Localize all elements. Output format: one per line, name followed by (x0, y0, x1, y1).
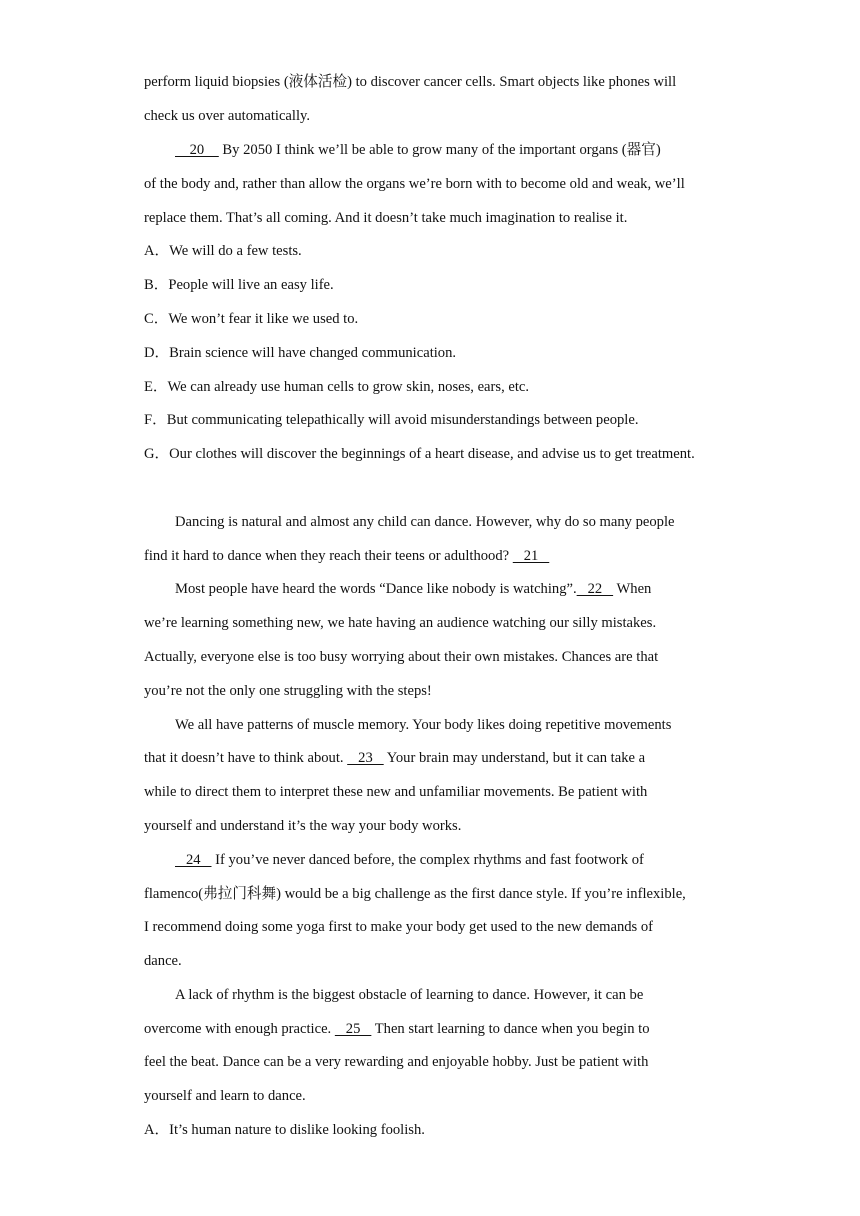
blank-24: 24 (175, 852, 212, 868)
passage1-line-1: perform liquid biopsies (液体活检) to discover cancer cells. Smart objects like phones will (144, 74, 677, 90)
dance-para2-line-3: Actually, everyone else is too busy worrying about their own mistakes. Chances are that (144, 649, 659, 665)
dance-para4-line-3: I recommend doing some yoga first to make your body get used to the new demands of (144, 919, 654, 935)
option-e: E．We can already use human cells to grow skin, noses, ears, etc. (144, 379, 530, 395)
dance-para1-line-2: find it hard to dance when they reach their teens or adulthood? 21 (144, 548, 550, 564)
option-d: D．Brain science will have changed communication. (144, 345, 457, 361)
blank-25: 25 (334, 1021, 372, 1037)
dance-para1-line-1: Dancing is natural and almost any child can dance. However, why do so many people (175, 514, 675, 530)
dance-para5-line-1: A lack of rhythm is the biggest obstacle of learning to dance. However, it can be (175, 987, 644, 1003)
dance-para4-line-2: flamenco(弗拉门科舞) would be a big challenge as the first dance style. If you’re inflexible, (144, 886, 686, 902)
option-f: F．But communicating telepathically will avoid misunderstandings between people. (144, 412, 639, 428)
passage1-line-2: check us over automatically. (144, 108, 311, 124)
option-b: B．People will live an easy life. (144, 277, 334, 293)
option-c: C．We won’t fear it like we used to. (144, 311, 359, 327)
option-g: G．Our clothes will discover the beginnings of a heart disease, and advise us to get treatment. (144, 446, 695, 462)
dance-para3-line-1: We all have patterns of muscle memory. Your body likes doing repetitive movements (175, 717, 672, 733)
dance-para5-line-4: yourself and learn to dance. (144, 1088, 306, 1104)
blank-22: 22 (576, 581, 614, 597)
dance-para4-line-4: dance. (144, 953, 182, 969)
blank-23: 23 (347, 750, 384, 766)
dance-para2-line-4: you’re not the only one struggling with the steps! (144, 683, 432, 699)
dance-para5-line-3: feel the beat. Dance can be a very rewarding and enjoyable hobby. Just be patient with (144, 1054, 649, 1070)
dance-para2-line-1: Most people have heard the words “Dance like nobody is watching”. 22 When (175, 581, 652, 597)
blank-21: 21 (512, 548, 550, 564)
dance-para5-line-2: overcome with enough practice. 25 Then start learning to dance when you begin to (144, 1021, 650, 1037)
paragraph-20-line-1 (175, 140, 661, 160)
dance-para3-line-3: while to direct them to interpret these new and unfamiliar movements. Be patient with (144, 784, 648, 800)
paragraph-20-text: By 2050 I think we’ll be able to grow many of the important organs (器官) (218, 142, 661, 158)
dance-para3-line-4: yourself and understand it’s the way your body works. (144, 818, 462, 834)
paragraph-20-line-2: of the body and, rather than allow the organs we’re born with to become old and weak, we’ll (144, 176, 685, 192)
option-a: A．We will do a few tests. (144, 243, 302, 259)
dance-para4-line-1: 24 If you’ve never danced before, the complex rhythms and fast footwork of (175, 852, 644, 868)
dance-para2-line-2: we’re learning something new, we hate having an audience watching our silly mistakes. (144, 615, 657, 631)
option-a-2: A．It’s human nature to dislike looking foolish. (144, 1122, 425, 1138)
blank-20: 20 (175, 142, 219, 158)
paragraph-20-line-3: replace them. That’s all coming. And it doesn’t take much imagination to realise it. (144, 210, 628, 226)
dance-para3-line-2: that it doesn’t have to think about. 23 Your brain may understand, but it can take a (144, 750, 646, 766)
